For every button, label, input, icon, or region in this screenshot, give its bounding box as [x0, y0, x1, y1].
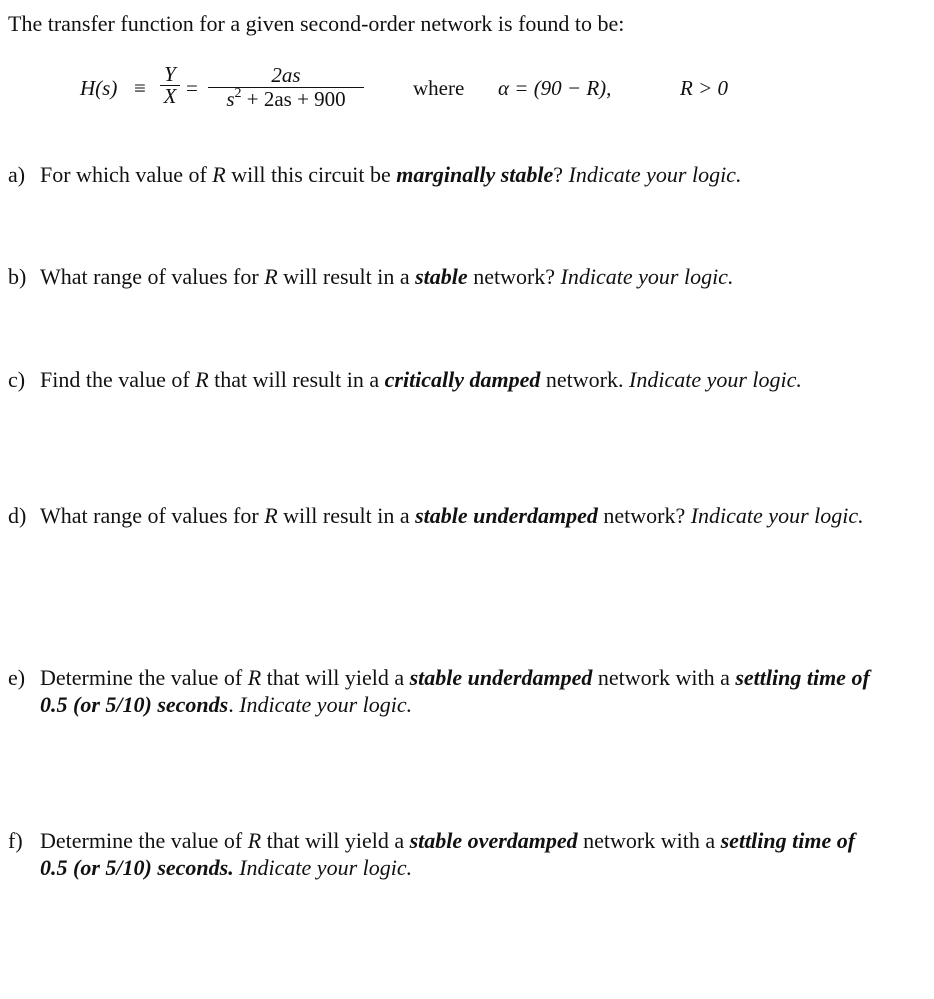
question-a-text	[40, 161, 870, 188]
transfer-function-equation	[80, 62, 780, 122]
emphasis-text: critically damped	[384, 367, 541, 392]
logic-prompt: Indicate your logic.	[629, 367, 802, 392]
eq-where: where	[413, 76, 465, 100]
question-d-label: d)	[8, 503, 27, 528]
text-run: network with a	[592, 665, 736, 690]
logic-prompt: Indicate your logic.	[239, 855, 413, 880]
text-run: ?	[553, 162, 569, 187]
text-run: Find the value of	[40, 367, 196, 392]
eq-main-fraction	[208, 64, 364, 114]
eq-den-power: 2	[234, 86, 242, 101]
eq-den-rest: + 2as + 900	[241, 87, 346, 111]
eq-den-s: s	[226, 87, 235, 111]
text-run: network?	[597, 503, 691, 528]
variable-r: R	[247, 665, 262, 690]
eq-equiv: ≡	[134, 76, 146, 100]
eq-r-condition: R > 0	[680, 76, 728, 100]
question-b-text	[40, 263, 870, 290]
question-e-label: e)	[8, 665, 26, 690]
text-run: network with a	[577, 828, 721, 853]
text-run: network?	[467, 264, 561, 289]
eq-numerator: 2as	[271, 63, 301, 87]
emphasis-text: stable underdamped	[409, 665, 593, 690]
eq-x: X	[163, 84, 177, 108]
eq-denominator	[208, 88, 364, 114]
variable-r: R	[212, 162, 226, 187]
question-e-text	[40, 664, 870, 718]
question-d-text	[40, 502, 870, 529]
emphasis-text: stable	[415, 264, 468, 289]
variable-r: R	[195, 367, 209, 392]
text-run: What range of values for	[40, 264, 265, 289]
variable-r: R	[264, 264, 278, 289]
emphasis-text: marginally stable	[396, 162, 554, 187]
question-f-text	[40, 827, 870, 881]
eq-y-over-x	[160, 64, 180, 106]
emphasis-text: stable overdamped	[409, 828, 578, 853]
question-b-label: b)	[8, 264, 27, 289]
eq-alpha-definition: α = (90 − R),	[498, 76, 612, 100]
text-run: that will yield a	[261, 828, 410, 853]
question-c-text	[40, 366, 870, 393]
question-a-label: a)	[8, 162, 26, 187]
text-run: that will yield a	[261, 665, 410, 690]
text-run: Determine the value of	[40, 828, 248, 853]
text-run: What range of values for	[40, 503, 265, 528]
text-run: .	[228, 692, 240, 717]
text-run: that will result in a	[208, 367, 385, 392]
logic-prompt: Indicate your logic.	[568, 162, 742, 187]
question-f-label: f)	[8, 828, 23, 853]
emphasis-text: settling time of 0.5 (or 5/10) seconds.	[40, 828, 856, 880]
logic-prompt: Indicate your logic.	[239, 692, 413, 717]
variable-r: R	[264, 503, 278, 528]
text-run: will this circuit be	[225, 162, 397, 187]
question-c-label: c)	[8, 367, 26, 392]
eq-y: Y	[164, 62, 176, 86]
eq-equals: =	[186, 76, 198, 100]
variable-r: R	[247, 828, 262, 853]
intro-text: The transfer function for a given second-order network is found to be:	[8, 11, 625, 36]
text-run: For which value of	[40, 162, 213, 187]
text-run: Determine the value of	[40, 665, 248, 690]
emphasis-text: stable underdamped	[415, 503, 598, 528]
text-run: will result in a	[277, 264, 416, 289]
logic-prompt: Indicate your logic.	[560, 264, 734, 289]
emphasis-text: settling time of 0.5 (or 5/10) seconds	[40, 665, 870, 717]
logic-prompt: Indicate your logic.	[690, 503, 864, 528]
eq-lhs: H(s)	[80, 76, 118, 100]
text-run: network.	[540, 367, 630, 392]
text-run: will result in a	[277, 503, 416, 528]
